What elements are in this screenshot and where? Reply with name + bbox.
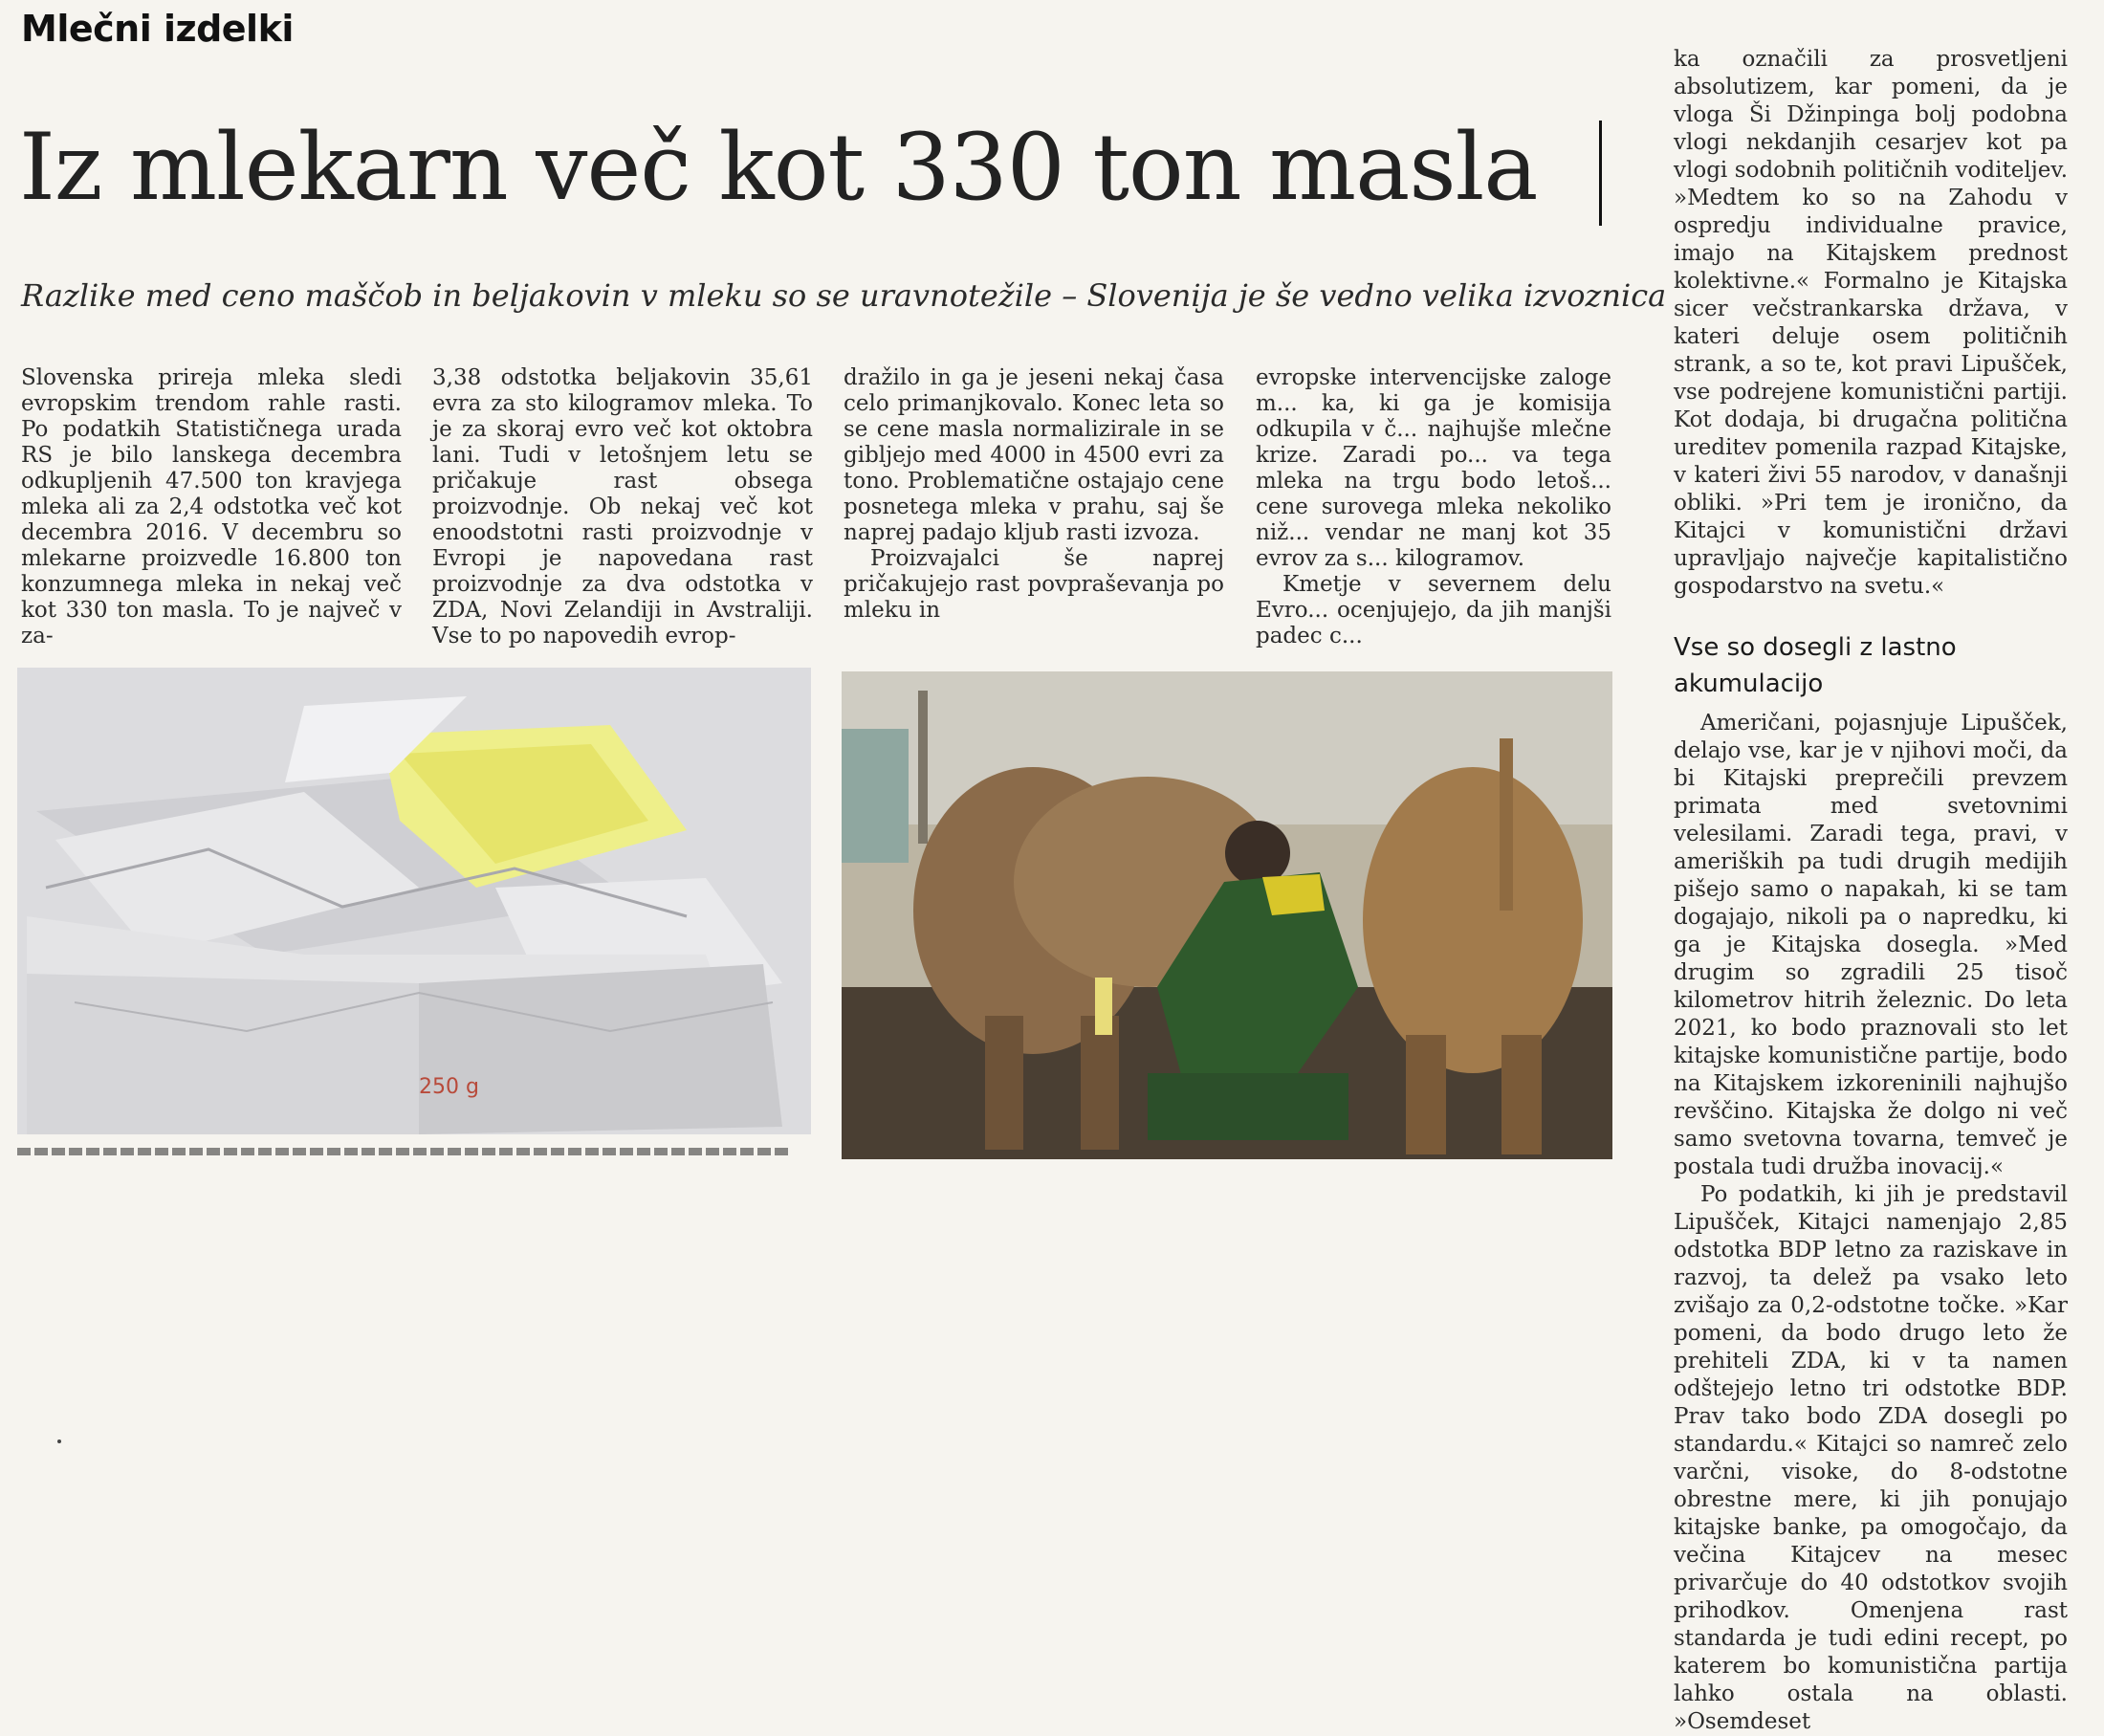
right-paragraph-2: Američani, pojasnjuje Lipušček, delajo vse, kar je v njihovi moči, da bi Kitajski preprečili prevzem primata med svetovnimi velesilami. Zaradi tega, pravi, v ameriških pa tudi drugih medijih pišejo samo o napakah, ki se tam dogajajo, nikoli pa o napredku, ki ga je Kitajska dosegla. »Med drugim so zgradili 25 tisoč kilometrov hitrih železnic. Do leta 2021, ko bodo praznovali sto let kitajske komunistične partije, bodo na Kitajskem izkoreninili najhujšo revščino. Kitajska že dolgo ni več samo svetovna tovarna, temveč je postala tudi družba inovacij.« — [1674, 711, 2068, 1179]
cows-milking-photo — [842, 671, 1612, 1159]
headline: Iz mlekarn več kot 330 ton masla — [19, 114, 1538, 221]
column-4-paragraph-2: Kmetje v severnem delu Evro... ocenjujejo, da jih manjši padec c... — [1256, 572, 1611, 648]
article-column-4 — [1256, 365, 1611, 648]
right-paragraph-1: ka označili za prosvetljeni absolutizem, kar pomeni, da je vloga Ši Džinpinga bolj podobna vlogi nekdanjih cesarjev kot pa vlogi sodobnih političnih voditeljev. »Medtem ko so na Zahodu v ospredju individualne pravice, imajo na Kitajskem prednost kolektivne.« Formalno je Kitajska sicer večstrankarska država, v kateri deluje osem političnih strank, a so te, kot pravi Lipušček, vse podrejene komunistični partiji. Kot dodaja, bi drugačna politična ureditev pomenila razpad Kitajske, v kateri živi 55 narodov, v današnji obliki. »Pri tem je ironično, da Kitajci v komunistični državi upravljajo največje kapitalistično gospodarstvo na svetu.« — [1674, 47, 2068, 599]
article-column-2 — [432, 365, 813, 648]
column-4-paragraph-1: evropske intervencijske zaloge m... ka, ki ga je komisija odkupila v č... najhujše mlečne krize. Zaradi po... va tega mleka na trgu bodo letoš... cene surovega mleka nekoliko niž... vendar ne manj kot 35 evrov za s... kilogramov. — [1256, 365, 1611, 571]
column-1-text: Slovenska prireja mleka sledi evropskim trendom rahle rasti. Po podatkih Statističnega urada RS je bilo lanskega decembra odkupljenih 47.500 ton kravjega mleka ali za 2,4 odstotka več kot decembra 2016. V decembru so mlekarne proizvedle 16.800 ton konzumnega mleka in nekaj več kot 330 ton masla. To je največ v za- — [21, 365, 402, 648]
right-paragraph-3: Po podatkih, ki jih je predstavil Lipušček, Kitajci namenjajo 2,85 odstotka BDP letno za raziskave in razvoj, ta delež pa vsako leto zvišajo za 0,2-odstotne točke. »Kar pomeni, da bodo drugo leto že prehiteli ZDA, ki v ta namen odštejejo letno tri odstotke BDP. Prav tako bodo ZDA dosegli po standardu.« Kitajci so namreč zelo varčni, visoke, do 8-odstotne obrestne mere, ki jih ponujajo kitajske banke, pa omogočajo, da večina Kitajcev na mesec privarčuje do 40 odstotkov svojih prihodkov. Omenjena rast standarda je tudi edini recept, po katerem bo komunistična partija lahko ostala na oblasti. »Osemdeset — [1674, 1182, 2068, 1734]
column-3-paragraph-1: dražilo in ga je jeseni nekaj časa celo primanjkovalo. Konec leta so se cene masla normalizirale in se gibljejo med 4000 in 4500 evri za tono. Problematične ostajajo cene posnetega mleka v prahu, saj še naprej padajo kljub rasti izvoza. — [844, 365, 1224, 545]
right-article-column — [1674, 46, 2068, 1734]
column-rule — [1599, 121, 1602, 226]
subhead: Razlike med ceno maščob in beljakovin v mleku so se uravnotežile – Slovenija je še vedno velika izvoznica — [21, 277, 1667, 314]
headline-container — [19, 96, 1602, 239]
photo-caption-cutoff — [17, 1144, 792, 1159]
cows-illustration — [842, 671, 1612, 1159]
section-label: Mlečni izdelki — [21, 8, 294, 50]
subhead-container — [21, 272, 1667, 319]
article-column-3 — [844, 365, 1224, 624]
butter-illustration — [17, 668, 811, 1134]
column-2-text: 3,38 odstotka beljakovin 35,61 evra za sto kilogramov mleka. To je za skoraj evro več kot oktobra lani. Tudi v letošnjem letu se pričakuje rast obsega proizvodnje. Ob nekaj več kot enoodstotni rasti proizvodnje v Evropi je napovedana rast proizvodnje za dva odstotka v ZDA, Novi Zelandiji in Avstraliji. Vse to po napovedih evrop- — [432, 365, 813, 648]
right-subheading: Vse so dosegli z lastno akumulacijo — [1674, 633, 1957, 698]
column-3-paragraph-2: Proizvajalci še naprej pričakujejo rast povpraševanja po mleku in — [844, 546, 1224, 623]
butter-pack-label: 250 g — [419, 1075, 479, 1099]
speck — [57, 1439, 61, 1443]
article-column-1 — [21, 365, 402, 648]
butter-photo — [17, 668, 811, 1134]
